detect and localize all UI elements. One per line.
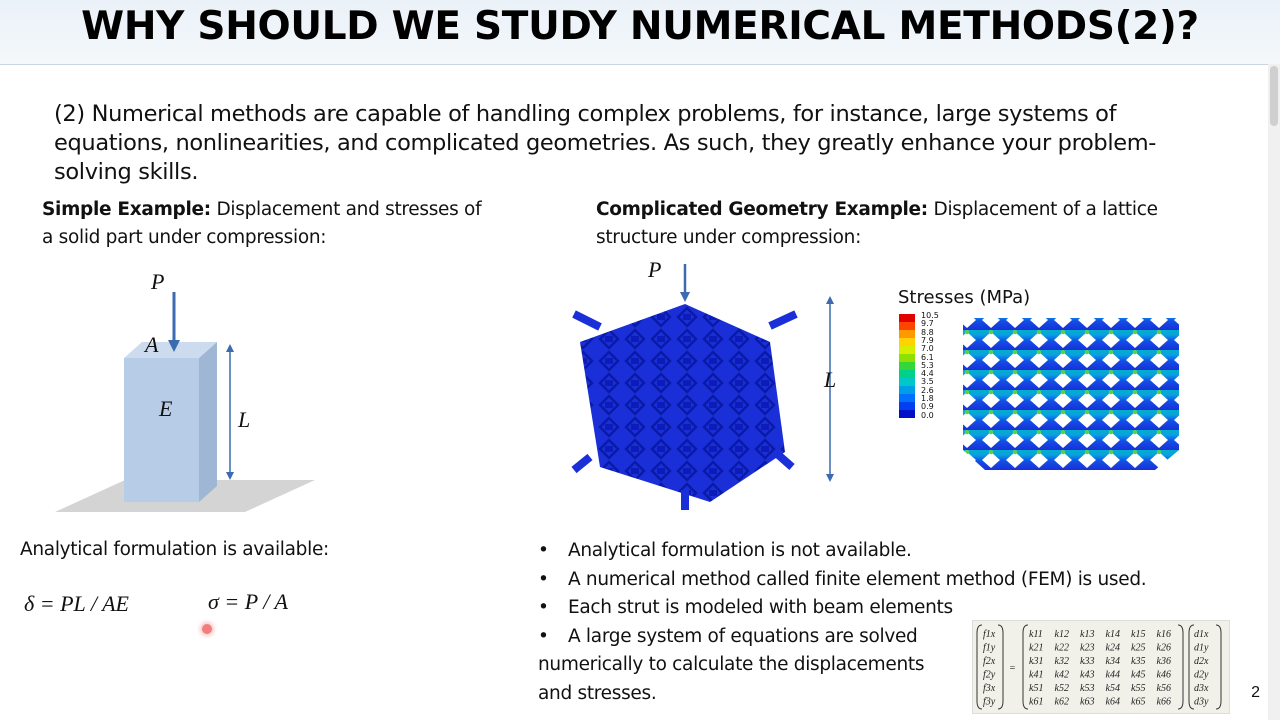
list-item: • Analytical formulation is not available. bbox=[538, 537, 1238, 566]
stiffness-entry: k66 bbox=[1156, 696, 1171, 708]
legend-value: 0.0 bbox=[921, 410, 934, 420]
title-bar bbox=[0, 0, 1280, 65]
force-vector-entry: f2y bbox=[983, 669, 996, 681]
cursor-indicator bbox=[202, 624, 212, 634]
matrix-bracket bbox=[1216, 625, 1221, 709]
legend-color-swatch bbox=[899, 322, 915, 331]
legend-color-swatch bbox=[899, 354, 915, 363]
stiffness-entry: k56 bbox=[1156, 683, 1171, 694]
list-item: • Each strut is modeled with beam elements bbox=[538, 594, 1238, 623]
stress-legend-title: Stresses (MPa) bbox=[898, 287, 1031, 308]
force-vector-entry: f2x bbox=[983, 656, 996, 667]
stiffness-entry: k61 bbox=[1029, 696, 1044, 708]
legend-color-swatch bbox=[899, 394, 915, 403]
intro-paragraph: (2) Numerical methods are capable of handling complex problems, for instance, large systems of equations, nonlinearities, and complicated geometries. As such, they greatly enhance your problem-solving skills. bbox=[54, 101, 1157, 185]
displacement-formula: δ = PL / AE bbox=[24, 591, 129, 616]
stiffness-entry: k43 bbox=[1080, 669, 1095, 681]
matrix-bracket bbox=[1178, 625, 1183, 709]
stiffness-entry: k46 bbox=[1156, 669, 1171, 681]
dimension-arrow-top bbox=[226, 344, 234, 352]
dimension-arrow-bottom bbox=[226, 472, 234, 480]
legend-color-swatch bbox=[899, 370, 915, 379]
stiffness-entry: k44 bbox=[1105, 669, 1120, 681]
label-area-a: A bbox=[145, 332, 159, 357]
matrix-bracket bbox=[998, 625, 1003, 709]
lattice-label-l: L bbox=[824, 367, 837, 392]
bullet-continuation-1: numerically to calculate the displacements bbox=[538, 654, 925, 675]
displacement-vector-entry: d3y bbox=[1194, 696, 1209, 708]
legend-value: 7.9 bbox=[921, 335, 934, 345]
legend-color-swatch bbox=[899, 314, 915, 323]
strut-stub bbox=[574, 457, 590, 470]
stiffness-entry: k65 bbox=[1131, 696, 1146, 708]
legend-value: 1.8 bbox=[921, 394, 934, 403]
stiffness-entry: k45 bbox=[1131, 669, 1146, 681]
stiffness-entry: k42 bbox=[1054, 669, 1069, 681]
stiffness-entry: k35 bbox=[1131, 656, 1146, 667]
simple-example-caption bbox=[42, 196, 492, 252]
legend-color-swatch bbox=[899, 338, 915, 347]
displacement-vector-entry: d1y bbox=[1194, 642, 1209, 654]
displacement-vector-entry: d2y bbox=[1194, 669, 1209, 681]
complicated-example-heading: Complicated Geometry Example: bbox=[596, 199, 928, 220]
stress-color-bar bbox=[899, 314, 915, 418]
stiffness-entry: k63 bbox=[1080, 696, 1095, 708]
slide-title: WHY SHOULD WE STUDY NUMERICAL METHODS(2)? bbox=[81, 4, 1199, 49]
stiffness-entry: k13 bbox=[1080, 629, 1095, 640]
strut-stub bbox=[770, 314, 796, 326]
displacement-vector-entry: d3x bbox=[1194, 683, 1209, 694]
stiffness-entry: k14 bbox=[1105, 629, 1120, 640]
list-item: • A numerical method called finite element method (FEM) is used. bbox=[538, 566, 1238, 595]
stiffness-entry: k64 bbox=[1105, 696, 1120, 708]
stiffness-entry: k62 bbox=[1054, 696, 1069, 708]
lattice-stress-contour bbox=[955, 310, 1187, 476]
legend-color-swatch bbox=[899, 378, 915, 387]
label-modulus-e: E bbox=[159, 396, 173, 421]
stiffness-entry: k34 bbox=[1105, 656, 1120, 667]
stiffness-entry: k26 bbox=[1156, 642, 1171, 654]
stiffness-entry: k25 bbox=[1131, 642, 1146, 654]
stiffness-entry: k53 bbox=[1080, 683, 1095, 694]
simple-example-text: Displacement and stresses of a solid part under compression: bbox=[42, 199, 482, 248]
legend-color-swatch bbox=[899, 330, 915, 339]
displacement-vector-entry: d1x bbox=[1194, 629, 1209, 640]
matrix-bracket bbox=[1023, 625, 1028, 709]
legend-value: 4.4 bbox=[921, 369, 934, 379]
legend-value: 0.9 bbox=[921, 402, 934, 412]
legend-value: 5.3 bbox=[921, 360, 934, 370]
stiffness-entry: k54 bbox=[1105, 683, 1120, 694]
stiffness-entry: k51 bbox=[1029, 683, 1044, 694]
stress-formula: σ = P / A bbox=[208, 589, 288, 614]
legend-value: 10.5 bbox=[921, 311, 939, 320]
scrollbar-thumb[interactable] bbox=[1270, 66, 1278, 126]
force-vector-entry: f3x bbox=[983, 683, 996, 694]
force-vector-entry: f1y bbox=[983, 642, 996, 654]
stiffness-entry: k11 bbox=[1029, 629, 1043, 640]
label-load-p: P bbox=[151, 269, 165, 294]
block-side-face bbox=[199, 342, 217, 502]
bullet-text: A numerical method called finite element method (FEM) is used. bbox=[568, 568, 1147, 590]
page-number: 2 bbox=[1251, 684, 1260, 701]
complicated-example-text: Displacement of a lattice structure under compression: bbox=[596, 199, 1158, 248]
block-front-face bbox=[124, 358, 199, 502]
dimension-arrow-top bbox=[826, 296, 834, 304]
stiffness-entry: k52 bbox=[1054, 683, 1069, 694]
legend-color-swatch bbox=[899, 386, 915, 395]
lattice-label-p: P bbox=[648, 257, 662, 282]
label-length-l: L bbox=[238, 407, 251, 432]
legend-value: 3.5 bbox=[921, 377, 934, 387]
solid-block-diagram bbox=[40, 260, 440, 520]
matrix-svg bbox=[973, 621, 1229, 713]
legend-color-swatch bbox=[899, 402, 915, 411]
equals-sign: = bbox=[1009, 663, 1016, 674]
legend-value: 2.6 bbox=[921, 385, 934, 395]
contour-lattice-body bbox=[963, 318, 1179, 470]
legend-color-swatch bbox=[899, 346, 915, 355]
bullet-text: Each strut is modeled with beam elements bbox=[568, 597, 953, 618]
strut-stub bbox=[574, 314, 600, 327]
lattice-load-arrow-head bbox=[680, 292, 690, 302]
stiffness-entry: k21 bbox=[1029, 642, 1044, 654]
lattice-structure-blue bbox=[570, 262, 850, 512]
legend-value: 9.7 bbox=[921, 319, 934, 329]
stiffness-entry: k41 bbox=[1029, 669, 1044, 681]
stiffness-entry: k24 bbox=[1105, 642, 1120, 654]
complicated-example-caption bbox=[596, 196, 1196, 252]
stiffness-entry: k32 bbox=[1054, 656, 1069, 667]
force-vector-entry: f1x bbox=[983, 629, 996, 640]
stiffness-entry: k15 bbox=[1131, 629, 1146, 640]
legend-value: 8.8 bbox=[921, 327, 934, 337]
stiffness-entry: k16 bbox=[1156, 629, 1171, 640]
legend-value: 6.1 bbox=[921, 352, 934, 362]
legend-color-swatch bbox=[899, 410, 915, 418]
vertical-scrollbar[interactable] bbox=[1268, 64, 1280, 720]
stiffness-entry: k36 bbox=[1156, 656, 1171, 667]
dimension-arrow-bottom bbox=[826, 474, 834, 482]
force-vector-entry: f3y bbox=[983, 696, 996, 708]
stiffness-matrix-equation bbox=[972, 620, 1230, 714]
strut-stub bbox=[775, 452, 792, 467]
legend-value: 7.0 bbox=[921, 344, 934, 354]
stiffness-entry: k33 bbox=[1080, 656, 1095, 667]
stiffness-entry: k23 bbox=[1080, 642, 1095, 654]
bullet-text: A large system of equations are solved bbox=[568, 625, 918, 647]
stiffness-entry: k22 bbox=[1054, 642, 1069, 654]
stiffness-entry: k12 bbox=[1054, 629, 1069, 640]
stiffness-entry: k31 bbox=[1029, 656, 1044, 667]
legend-color-swatch bbox=[899, 362, 915, 371]
matrix-bracket bbox=[977, 625, 982, 709]
displacement-vector-entry: d2x bbox=[1194, 656, 1209, 667]
simple-example-heading: Simple Example: bbox=[42, 199, 211, 220]
lattice-body bbox=[580, 304, 785, 502]
stiffness-entry: k55 bbox=[1131, 683, 1146, 694]
bullet-text: Analytical formulation is not available. bbox=[568, 540, 912, 561]
list-item: • A large system of equations are solved bbox=[538, 623, 1238, 652]
bullet-continuation-2: and stresses. bbox=[538, 682, 657, 704]
analytical-available-text: Analytical formulation is available: bbox=[20, 539, 329, 560]
